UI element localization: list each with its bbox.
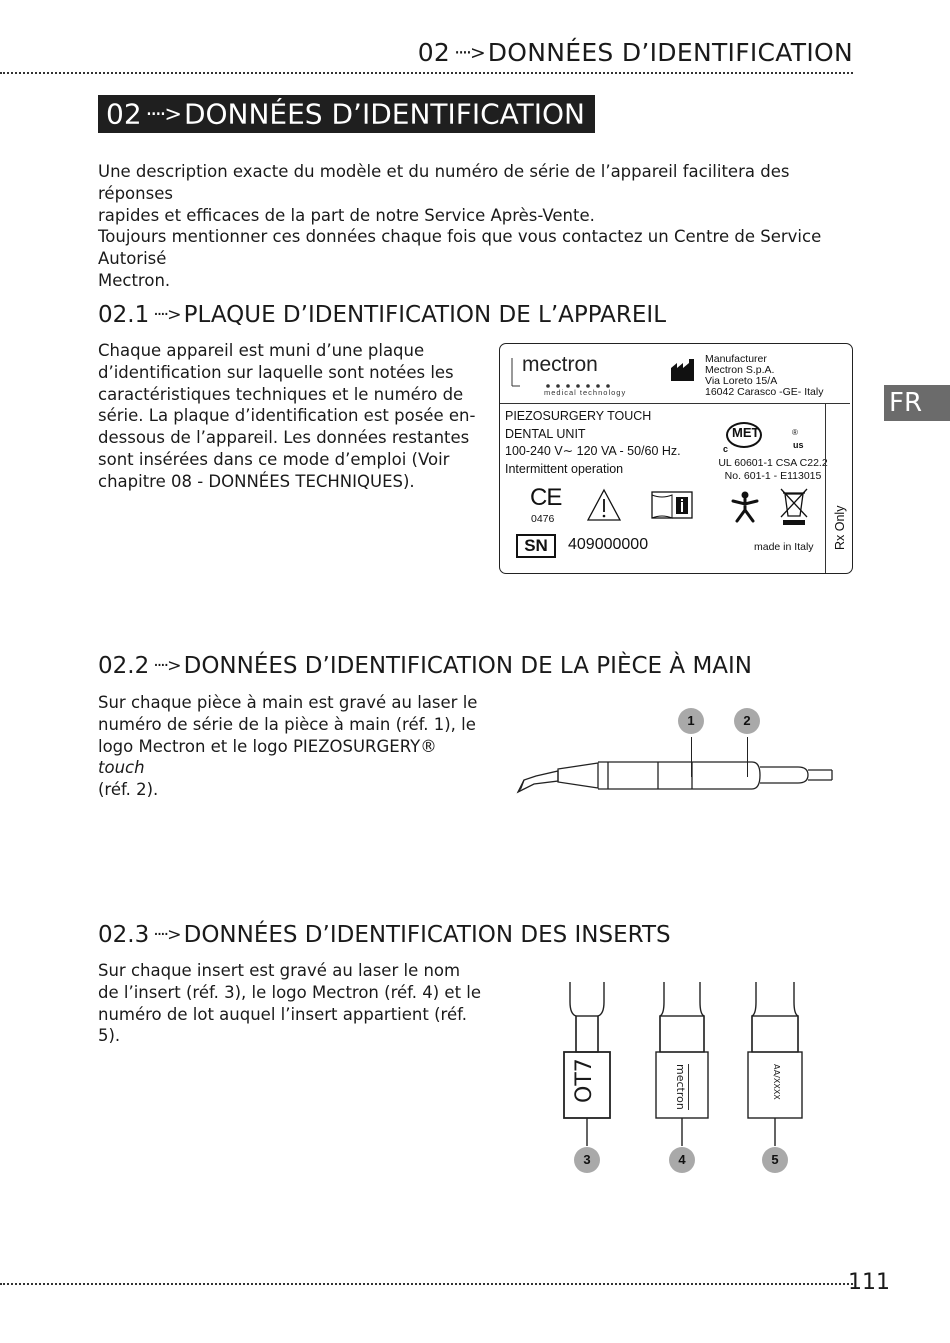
manufacturer-block [705, 354, 823, 398]
paragraph-line: numéro de lot auquel l’insert appartient (réf. 5). [98, 1004, 467, 1046]
intro-line: Une description exacte du modèle et du numéro de série de l’appareil facilitera des réponses [98, 162, 790, 203]
cert-line: No. 601-1 - E113015 [724, 469, 822, 482]
callout-4: 4 [669, 1147, 695, 1173]
section-title: DONNÉES D’IDENTIFICATION DE LA PIÈCE À MAIN [183, 653, 753, 679]
running-header-title: DONNÉES D’IDENTIFICATION [487, 38, 853, 67]
callout-leader-2 [747, 737, 748, 777]
running-header-number: 02 [417, 38, 451, 67]
paragraph-line: caractéristiques techniques et le numéro de [98, 384, 464, 404]
paragraph-line: sont insérées dans ce mode d’emploi (Voir [98, 449, 450, 469]
section-title: PLAQUE D’IDENTIFICATION DE L’APPAREIL [183, 302, 667, 328]
plate-divider [500, 403, 850, 404]
met-c: c [723, 444, 729, 454]
weee-bin-icon [778, 486, 810, 526]
section-number: 02.2 [98, 653, 150, 679]
sn-label: SN [516, 534, 556, 558]
paragraph-line: chapitre 08 - DONNÉES TECHNIQUES). [98, 471, 415, 491]
product-line: DENTAL UNIT [505, 426, 586, 441]
manufacturer-icon [670, 358, 696, 382]
page-title-number: 02 [106, 97, 142, 131]
insert-label-lot: AA/XXXX [772, 1064, 781, 1100]
cert-line: UL 60601-1 CSA C22.2 [718, 457, 828, 469]
page-number: 111 [848, 1270, 890, 1295]
section-heading-02-2 [98, 653, 752, 679]
callout-leader-1 [691, 737, 692, 777]
plate-vertical-divider [825, 403, 826, 573]
plate-brand-sub: medical technology [544, 388, 627, 397]
section-2-paragraph [98, 692, 478, 801]
callout-3: 3 [574, 1147, 600, 1173]
product-block [505, 408, 681, 478]
intro-paragraph [98, 161, 858, 292]
product-line: Intermittent operation [505, 461, 624, 476]
paragraph-line: de l’insert (réf. 3), le logo Mectron (réf. 4) et le [98, 982, 482, 1002]
paragraph-text: logo Mectron et le logo PIEZOSURGERY® [98, 736, 437, 756]
arrow-icon: ····> [153, 304, 180, 325]
paragraph-line: Sur chaque pièce à main est gravé au laser le [98, 693, 478, 712]
section-number: 02.3 [98, 922, 150, 948]
section-3-paragraph [98, 960, 488, 1047]
arrow-icon: ····> [454, 42, 484, 64]
manufacturer-line: Mectron S.p.A. [705, 364, 775, 376]
insert-label-ot7: OT7 [572, 1058, 597, 1103]
section-1-paragraph [98, 340, 478, 493]
identification-plate [499, 343, 853, 574]
arrow-icon: ····> [153, 655, 180, 676]
page-title [98, 95, 595, 133]
manufacturer-line: Manufacturer [705, 353, 767, 365]
language-tab: FR [884, 385, 950, 421]
footer-divider [0, 1283, 853, 1285]
paragraph-line: (réf. 2). [98, 780, 159, 800]
manual-icon [651, 491, 693, 519]
ce-number: 0476 [531, 513, 555, 525]
running-header [418, 38, 853, 67]
made-in: made in Italy [754, 541, 814, 553]
insert-label-mectron: mectron [674, 1064, 687, 1110]
ce-mark-icon: CE [530, 484, 562, 511]
product-line: 100-240 V∼ 120 VA - 50/60 Hz. [505, 444, 681, 458]
intro-line: rapides et efficaces de la part de notre Service Après-Vente. [98, 205, 595, 225]
plate-brand: mectron [522, 353, 598, 376]
section-title: DONNÉES D’IDENTIFICATION DES INSERTS [183, 922, 671, 948]
paragraph-line: Sur chaque insert est gravé au laser le nom [98, 961, 461, 980]
callout-1: 1 [678, 708, 704, 734]
paragraph-line: dessous de l’appareil. Les données restantes [98, 428, 470, 448]
met-registered: ® [792, 428, 798, 437]
intro-line: Mectron. [98, 270, 171, 290]
met-us: us [793, 440, 804, 450]
handpiece-illustration [510, 740, 840, 800]
paragraph-line [98, 736, 478, 780]
certification-block [714, 457, 832, 482]
product-line: PIEZOSURGERY TOUCH [505, 409, 652, 423]
intro-line: Toujours mentionner ces données chaque fois que vous contactez un Centre de Service Autorisé [98, 227, 822, 269]
callout-2: 2 [734, 708, 760, 734]
paragraph-line: série. La plaque d’identification est posée en- [98, 406, 476, 426]
warning-icon [586, 488, 622, 522]
callout-5: 5 [762, 1147, 788, 1173]
paragraph-line: d’identification sur laquelle sont notées les [98, 362, 454, 382]
paragraph-italic: touch [98, 758, 145, 778]
arrow-icon: ····> [153, 924, 180, 945]
met-mark: MET [732, 425, 760, 440]
arrow-icon: ····> [145, 102, 180, 126]
section-heading-02-1 [98, 302, 666, 328]
paragraph-line: Chaque appareil est muni d’une plaque [98, 341, 425, 360]
manufacturer-line: Via Loreto 15/A [705, 375, 778, 387]
manufacturer-line: 16042 Carasco -GE- Italy [705, 386, 824, 398]
patient-type-b-icon [730, 491, 760, 523]
section-number: 02.1 [98, 302, 150, 328]
header-divider [0, 72, 853, 74]
rx-only: Rx Only [833, 505, 847, 550]
page-title-text: DONNÉES D’IDENTIFICATION [183, 97, 586, 131]
paragraph-line: numéro de série de la pièce à main (réf. 1), le [98, 714, 476, 734]
serial-number: 409000000 [568, 536, 649, 553]
section-heading-02-3 [98, 922, 671, 948]
